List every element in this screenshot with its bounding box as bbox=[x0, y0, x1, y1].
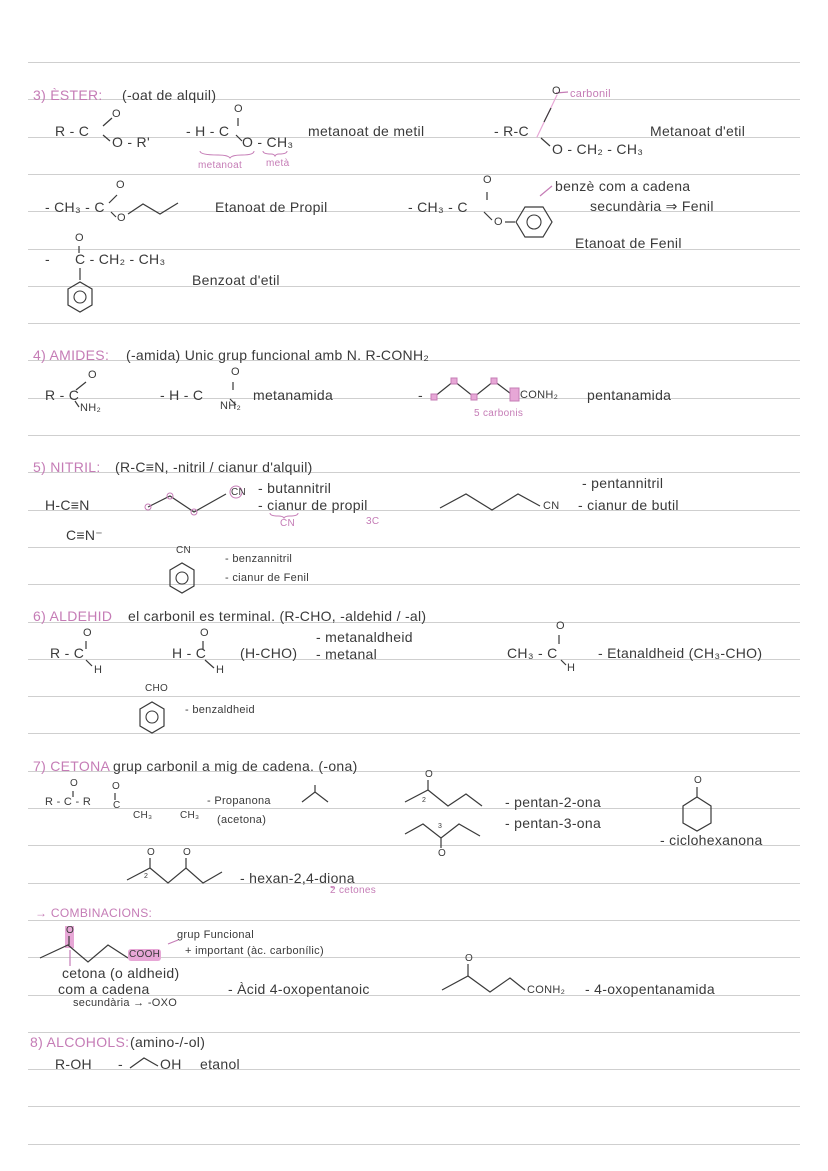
annotation: + important (àc. carbonílic) bbox=[185, 945, 324, 957]
propyl-chain bbox=[128, 203, 178, 214]
formula-text: H bbox=[567, 662, 576, 674]
formula-text: O bbox=[231, 366, 240, 378]
formula-text: CH₃ - C bbox=[507, 645, 558, 661]
formula-text: CN bbox=[176, 545, 192, 556]
formula-text: O bbox=[112, 781, 121, 792]
formula-text: O - CH₂ - CH₃ bbox=[552, 141, 644, 157]
formula-text: CH₃ bbox=[180, 810, 200, 821]
section-heading-alcohols: 8) ALCOHOLS: bbox=[30, 1034, 130, 1050]
section-heading-cetona: 7) CETONA bbox=[33, 758, 111, 774]
carbon-number: 3 bbox=[438, 823, 443, 830]
cyclohexanone-ring bbox=[683, 797, 711, 831]
compound-name: - pentannitril bbox=[582, 475, 664, 491]
section-subtitle: el carbonil es terminal. (R-CHO, -aldehid / -al) bbox=[128, 608, 427, 624]
compound-name: - cianur de Fenil bbox=[225, 572, 309, 584]
compound-name: - Propanona bbox=[207, 795, 271, 807]
formula-text: H bbox=[94, 664, 103, 676]
oxopentanoic-skeleton bbox=[40, 945, 128, 962]
formula-text: O bbox=[147, 847, 156, 858]
single-bond bbox=[541, 138, 550, 146]
formula-text: O bbox=[425, 769, 434, 780]
compound-name: - ciclohexanona bbox=[660, 832, 763, 848]
annotation: metanoat bbox=[198, 160, 243, 171]
compound-name: - cianur de butil bbox=[578, 497, 679, 513]
benzene-inner bbox=[146, 711, 158, 723]
compound-name: Benzoat d'etil bbox=[192, 272, 280, 288]
section-subtitle: (-oat de alquil) bbox=[122, 87, 217, 103]
formula-text: O bbox=[234, 103, 243, 115]
formula-text: R - C bbox=[45, 387, 80, 403]
formula-text: O bbox=[465, 953, 474, 964]
formula-text: CH₃ bbox=[133, 810, 153, 821]
annotation: metà bbox=[266, 158, 290, 169]
single-bond bbox=[484, 212, 492, 220]
carbon-number: 2 bbox=[144, 873, 149, 880]
formula-text: NH₂ bbox=[80, 402, 102, 414]
formula-text: O bbox=[117, 212, 126, 224]
single-bond bbox=[205, 660, 214, 668]
double-bond bbox=[109, 195, 117, 203]
formula-text: C bbox=[113, 800, 121, 811]
section-subtitle: (-amida) Unic grup funcional amb N. R-CONH₂ bbox=[126, 347, 430, 363]
annotation: secundària → -OXO bbox=[73, 997, 178, 1009]
carbon-marker bbox=[510, 388, 519, 401]
benzene-inner bbox=[176, 572, 188, 584]
formula-text: R - C bbox=[55, 123, 90, 139]
compound-name: - cianur de propil bbox=[258, 497, 368, 513]
single-bond bbox=[103, 135, 110, 141]
formula-text: O bbox=[483, 174, 492, 186]
formula-text: O bbox=[70, 778, 79, 789]
pointer bbox=[540, 186, 552, 196]
compound-name: (acetona) bbox=[217, 814, 267, 826]
formula-text: O bbox=[66, 925, 75, 936]
compound-name: metanamida bbox=[253, 387, 334, 403]
formula-text: O bbox=[552, 85, 561, 97]
section-subtitle: (amino-/-ol) bbox=[130, 1034, 206, 1050]
formula-text: H-C≡N bbox=[45, 497, 90, 513]
formula-text: O bbox=[200, 627, 209, 639]
formula-text: CONH₂ bbox=[520, 389, 559, 401]
carbon-marker bbox=[431, 394, 437, 400]
compound-name: pentanamida bbox=[587, 387, 672, 403]
section-heading-nitril: 5) NITRIL: bbox=[33, 459, 101, 475]
compound-name: - metanaldheid bbox=[316, 629, 413, 645]
formula-text: O - CH₃ bbox=[242, 134, 294, 150]
formula-text: - CH₃ - C bbox=[408, 199, 468, 215]
formula-text: O bbox=[112, 108, 121, 120]
formula-text: R-OH bbox=[55, 1056, 92, 1072]
ethanol-skeleton bbox=[130, 1058, 158, 1068]
formula-text: C≡N⁻ bbox=[66, 527, 103, 543]
compound-name: - butannitril bbox=[258, 480, 332, 496]
compound-name: - benzaldheid bbox=[185, 704, 255, 716]
annotation: grup Funcional bbox=[177, 929, 254, 941]
formula-text: O bbox=[75, 232, 84, 244]
formula-text: H - C bbox=[172, 645, 207, 661]
section-subtitle: grup carbonil a mig de cadena. (-ona) bbox=[113, 758, 358, 774]
carbon-marker bbox=[491, 378, 497, 384]
benzene-ring-icon bbox=[140, 702, 164, 733]
compound-name: Etanoat de Fenil bbox=[575, 235, 682, 251]
carbon-marker bbox=[451, 378, 457, 384]
compound-name: etanol bbox=[200, 1056, 240, 1072]
formula-text: OH bbox=[160, 1056, 182, 1072]
compound-name: - metanal bbox=[316, 646, 378, 662]
formula-text: O bbox=[694, 775, 703, 786]
annotation: 5 carbonis bbox=[474, 408, 524, 419]
formula-text: CN bbox=[543, 500, 560, 512]
compound-name: - 4-oxopentanamida bbox=[585, 981, 715, 997]
annotation: cetona (o aldheid) bbox=[62, 965, 180, 981]
compound-name: Metanoat d'etil bbox=[650, 123, 746, 139]
pentan-2-one-skeleton bbox=[405, 790, 482, 806]
compound-name: Etanoat de Propil bbox=[215, 199, 328, 215]
formula-text: O bbox=[556, 620, 565, 632]
brace-metanoat bbox=[200, 151, 254, 158]
functional-group-highlight: COOH bbox=[129, 949, 161, 960]
carbon-marker bbox=[471, 394, 477, 400]
annotation: secundària ⇒ Fenil bbox=[590, 198, 714, 214]
pentyl-chain bbox=[440, 494, 540, 510]
single-bond bbox=[86, 660, 92, 666]
annotation: 3C bbox=[366, 516, 380, 527]
brace-meta bbox=[263, 151, 287, 156]
carbon-number: 2 bbox=[422, 797, 427, 804]
section-subtitle: (R-C≡N, -nitril / cianur d'alquil) bbox=[115, 459, 313, 475]
compound-name: - hexan-2,4-diona bbox=[240, 870, 355, 886]
formula-text: NH₂ bbox=[220, 400, 242, 412]
annotation: CN bbox=[280, 518, 296, 529]
formula-text: O bbox=[88, 369, 97, 381]
oxopentanamide-skeleton bbox=[442, 976, 525, 992]
section-heading-amides: 4) AMIDES: bbox=[33, 347, 110, 363]
formula-text: CN bbox=[231, 487, 247, 498]
formula-text: O bbox=[83, 627, 92, 639]
hexane-dione-skeleton bbox=[127, 868, 222, 883]
formula-text: C - CH₂ - CH₃ bbox=[75, 251, 166, 267]
acetone-skeleton bbox=[302, 792, 328, 802]
formula-text: O bbox=[438, 848, 447, 859]
formula-text: (H-CHO) bbox=[240, 645, 298, 661]
annotation: carbonil bbox=[570, 88, 611, 100]
section-heading-combinacions: → COMBINACIONS: bbox=[35, 906, 153, 920]
pentan-3-one-skeleton bbox=[405, 824, 480, 838]
compound-name: - benzannitril bbox=[225, 553, 293, 565]
formula-text: - bbox=[45, 251, 50, 267]
formula-text: - H - C bbox=[186, 123, 230, 139]
benzene-inner bbox=[527, 215, 541, 229]
benzene-ring-icon bbox=[516, 207, 552, 237]
benzene-ring-icon bbox=[170, 563, 194, 593]
compound-name: - Etanaldheid (CH₃-CHO) bbox=[598, 645, 763, 661]
formula-text: - bbox=[118, 1056, 123, 1072]
compound-name: - Àcid 4-oxopentanoic bbox=[228, 981, 370, 997]
compound-name: metanoat de metil bbox=[308, 123, 425, 139]
formula-text: R - C bbox=[50, 645, 85, 661]
formula-text: O - R' bbox=[112, 134, 150, 150]
section-heading-ester: 3) ÈSTER: bbox=[33, 87, 103, 103]
formula-text: - CH₃ - C bbox=[45, 199, 105, 215]
butyl-chain bbox=[148, 494, 226, 512]
compound-name: - pentan-2-ona bbox=[505, 794, 602, 810]
formula-text: H bbox=[216, 664, 225, 676]
single-bond bbox=[561, 660, 566, 665]
formula-text: O bbox=[183, 847, 192, 858]
formula-text: - bbox=[418, 387, 423, 403]
compound-name: - pentan-3-ona bbox=[505, 815, 602, 831]
double-bond bbox=[103, 118, 112, 126]
formula-text: R - C - R bbox=[45, 796, 92, 808]
annotation: com a cadena bbox=[58, 981, 150, 997]
benzene-ring-icon bbox=[68, 282, 92, 312]
annotation: benzè com a cadena bbox=[555, 178, 691, 194]
formula-text: O bbox=[494, 216, 503, 228]
benzene-inner bbox=[74, 291, 86, 303]
annotation: 2 cetones bbox=[330, 885, 377, 896]
formula-text: - H - C bbox=[160, 387, 204, 403]
double-bond bbox=[544, 108, 551, 122]
formula-text: CHO bbox=[145, 683, 169, 694]
single-bond bbox=[111, 212, 116, 217]
formula-text: - R-C bbox=[494, 123, 529, 139]
section-heading-aldehid: 6) ALDEHID bbox=[33, 608, 113, 624]
formula-text: CONH₂ bbox=[527, 984, 566, 996]
formula-text: O bbox=[116, 179, 125, 191]
